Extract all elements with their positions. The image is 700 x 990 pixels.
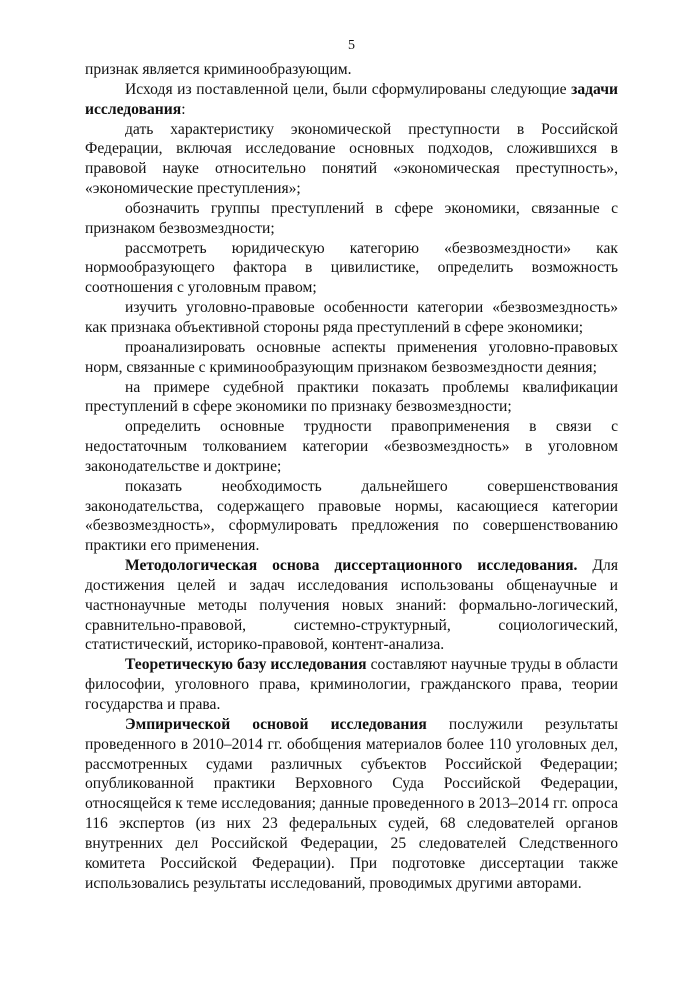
paragraph-tasks-intro: [85, 80, 618, 120]
page-number: 5: [348, 38, 355, 53]
tasks-intro-text: Исходя из поставленной цели, были сформулированы следующие: [125, 80, 572, 98]
paragraph-methodology: [85, 556, 618, 655]
theory-text: составляют научные труды в области философии, уголовного права, криминологии, гражданского права, теории государства и права.: [85, 656, 619, 713]
task-item: показать необходимость дальнейшего совершенствования законодательства, содержащего правовые нормы, касающиеся категории «безвозмездность», сформулировать предложения по совершенствованию практики его применения.: [85, 477, 618, 555]
task-item: определить основные трудности правоприменения в связи с недостаточным толкованием категории «безвозмездность» в уголовном законодательстве и доктрине;: [85, 418, 618, 475]
paragraph-empirical: [85, 715, 618, 894]
task-item: обозначить группы преступлений в сфере экономики, связанные с признаком безвозмездности;: [85, 199, 618, 237]
methodology-heading: Методологическая основа диссертационного исследования.: [125, 557, 578, 575]
paragraph-theory: [85, 655, 618, 715]
tasks-heading: задачи исследования: [85, 80, 618, 118]
tasks-intro-colon: :: [181, 100, 186, 118]
task-item: дать характеристику экономической преступности в Российской Федерации, включая исследование основных подходов, сложившихся в правовой науке относительно понятий «экономическая преступность», «экономические преступления»;: [85, 120, 618, 198]
theory-heading: Теоретическую базу исследования: [125, 656, 367, 674]
task-item: изучить уголовно-правовые особенности категории «безвозмездность» как признака объективной стороны ряда преступлений в сфере экономики;: [85, 299, 618, 336]
body-text: [85, 60, 618, 893]
task-item: проанализировать основные аспекты применения уголовно-правовых норм, связанные с криминообразующим признаком безвозмездности деяния;: [85, 338, 618, 376]
empirical-text: послужили результаты проведенного в 2010–2014 гг. обобщения материалов более 110 уголовных дел, рассмотренных судами различных субъектов Российской Федерации; опубликованной практики Верховного Суда Российской Федерации, относящейся к теме исследования; данные проведенного в 2013–2014 гг. опроса 116 экспертов (из них 23 федеральных судей, 68 следователей органов внутренних дел Российской Федерации, 25 следователей Следственного комитета Российской Федерации). При подготовке диссертации также использовались результаты исследований, проводимых другими авторами.: [85, 715, 618, 892]
task-item: рассмотреть юридическую категорию «безвозмездности» как нормообразующего фактора в цивилистике, определить возможность соотношения с уголовным правом;: [85, 239, 618, 297]
empirical-heading: Эмпирической основой исследования: [125, 715, 427, 733]
methodology-text: Для достижения целей и задач исследования использованы общенаучные и частнонаучные методы получения новых знаний: формально-логический, сравнительно-правовой, системно-структурный, социологический, статистический, историко-правовой, контент-анализа.: [85, 557, 618, 654]
paragraph-continuation: признак является криминообразующим.: [85, 61, 352, 78]
task-item: на примере судебной практики показать проблемы квалификации преступлений в сфере экономики по признаку безвозмездности;: [85, 378, 618, 416]
